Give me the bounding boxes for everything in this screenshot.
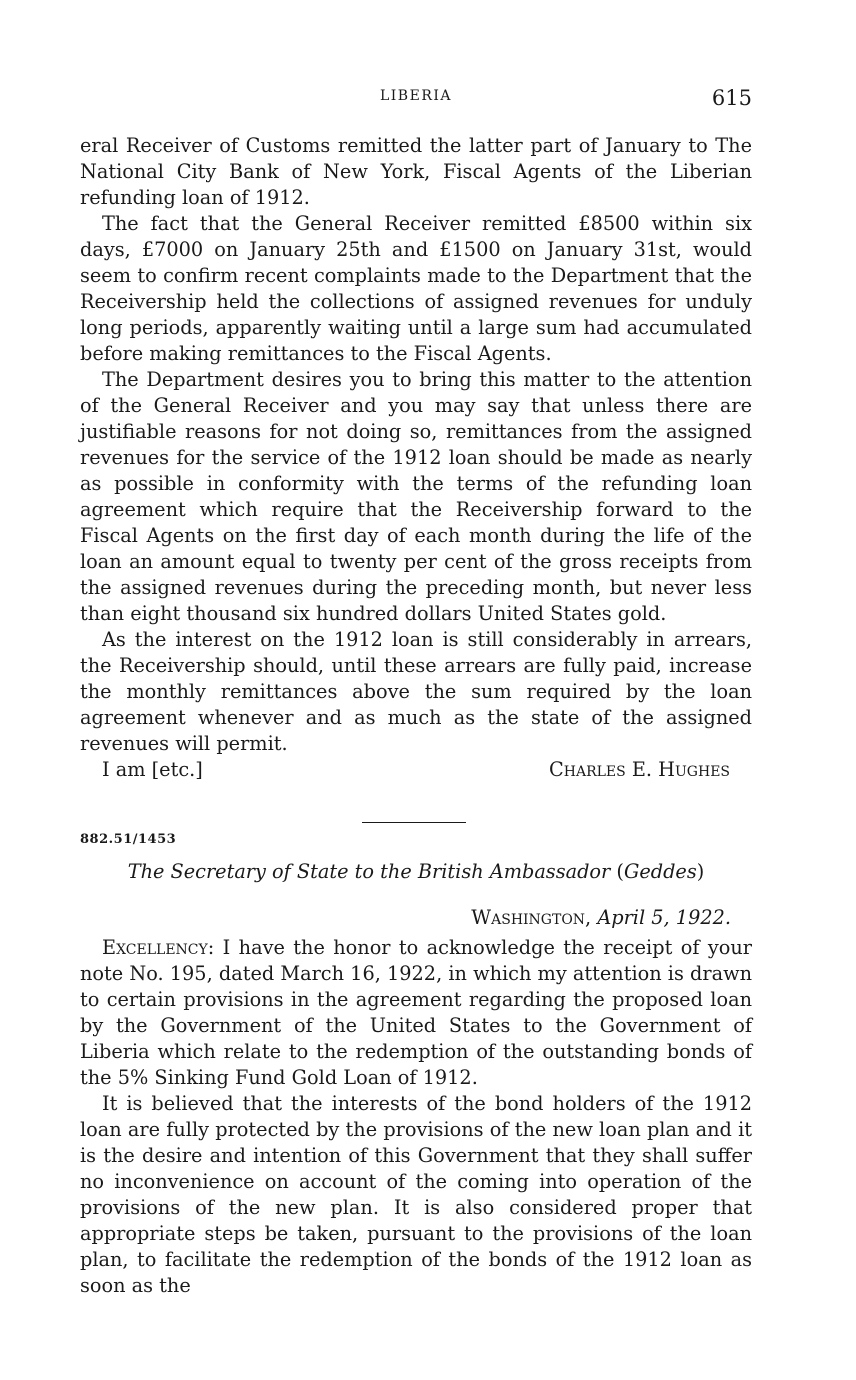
- paragraph-acknowledgement: [80, 935, 752, 1091]
- ambassador-letter-body: [80, 935, 752, 1299]
- section-divider: [362, 822, 466, 823]
- dateline-place: Washington,: [471, 906, 592, 929]
- paragraph-remittance: The fact that the General Receiver remitted £8500 within six days, £7000 on January 25th and £1500 on January 31st, would seem to confirm recent complaints made to the Department that the Receivership held the collections of assigned revenues for unduly long periods, apparently waiting until a large sum had accumulated before making remittances to the Fiscal Agents.: [80, 212, 752, 365]
- closing-phrase: I am [etc.]: [102, 758, 203, 781]
- heading-name: Geddes: [623, 860, 697, 883]
- paragraph-interest-arrears: As the interest on the 1912 loan is still considerably in arrears, the Receivership should, until these arrears are fully paid, increase the monthly remittances above the sum required by the loan agreement whenever and as much as the state of the assigned revenues will permit.: [80, 628, 752, 755]
- document-heading: [80, 860, 752, 883]
- heading-paren-open: (: [616, 860, 624, 883]
- salutation: Excellency:: [102, 936, 215, 959]
- file-number: 882.51/1453: [80, 832, 177, 847]
- paragraph-department-request: The Department desires you to bring this matter to the attention of the General Receiver and you may say that unless there are justifiable reasons for not doing so, remittances from the assigned revenues for the service of the 1912 loan should be made as nearly as possible in conformity with the terms of the refunding loan agreement which require that the Receivership forward to the Fiscal Agents on the first day of each month during the life of the loan an amount equal to twenty per cent of the gross receipts from the assigned revenues during the preceding month, but never less than eight thousand six hundred dollars United States gold.: [80, 368, 752, 625]
- running-title: LIBERIA: [379, 88, 453, 104]
- letter-body: [80, 133, 752, 783]
- signature: Charles E. Hughes: [549, 758, 730, 781]
- paragraph-continued: eral Receiver of Customs remitted the latter part of January to The National City Bank of New York, Fiscal Agents of the Liberian refunding loan of 1912.: [80, 134, 752, 209]
- paragraph-bondholders: It is believed that the interests of the bond holders of the 1912 loan are fully protected by the provisions of the new loan plan and it is the desire and intention of this Government that they shall suffer no inconvenience on account of the coming into operation of the provisions of the new plan. It is also considered proper that appropriate steps be taken, pursuant to the provisions of the loan plan, to facilitate the redemption of the bonds of the 1912 loan as soon as the: [80, 1092, 752, 1297]
- dateline: [471, 906, 731, 929]
- heading-paren-close: ): [696, 860, 705, 883]
- acknowledgement-text: I have the honor to acknowledge the receipt of your note No. 195, dated March 16, 1922, in which my attention is drawn to certain provisions in the agreement regarding the proposed loan by the Government of the United States to the Government of Liberia which relate to the redemption of the outstanding bonds of the 5% Sinking Fund Gold Loan of 1912.: [80, 936, 752, 1089]
- page-number: 615: [711, 86, 752, 110]
- heading-title: The Secretary of State to the British Ambassador: [127, 860, 611, 883]
- running-head: [80, 86, 752, 116]
- closing-line: [80, 757, 752, 783]
- dateline-date: April 5, 1922.: [597, 906, 731, 929]
